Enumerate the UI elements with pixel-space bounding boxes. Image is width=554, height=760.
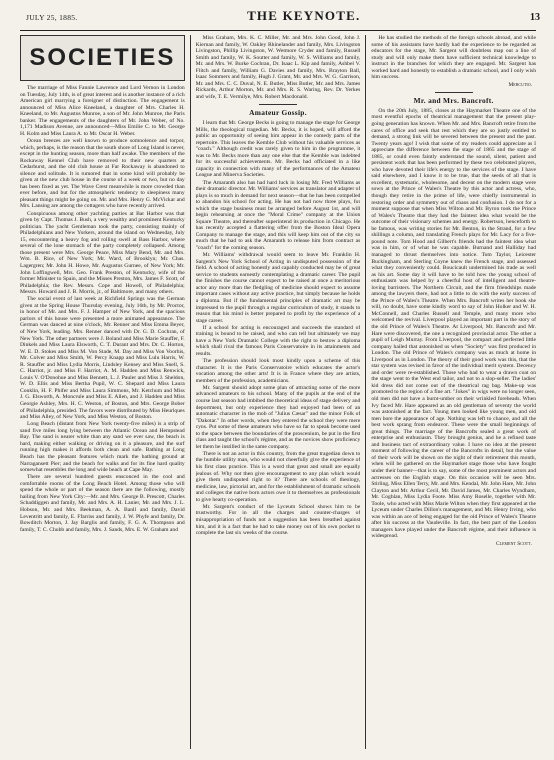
columns bbox=[20, 35, 536, 749]
article-paragraph: If a school for acting is encouraged and succeeds the standard of training is bound to be raised, and who can tell but ultimately we may have a New York Dramatic College with the right to bestow a diploma which shall rival the famous Paris Conservatoire in its attainments and results. bbox=[195, 324, 361, 357]
column-2-body bbox=[196, 35, 361, 100]
column-divider bbox=[190, 35, 191, 749]
article-paragraph: Conspicuous among other yachting parties at Bar Harbor was that given by Capt. Thomas J. Bush, a very wealthy and prominent Kentucky politician. The yacht Gentleman took the party, consisting mainly of Philadelphians and New Yorkers, around the island on Wednesday, July 15, encountering a heavy fog and rolling swell at Bass Harbor, where several of the lone stomach of the party completely collapsed. Among those present were Mrs. George Peace, Miss Mary Bend, Mr. and Mrs. Wm. B. Rice, of New York; Mr. Ward, of Brooklyn; Mr. Chas. Lagergren; Mr. John H. Howe, Mr. Augustus Gurnee, of New York; Mr. John Loffingwell, Mrs. Geo. Frank Preston, of Kentucky, wife of the former Minister to Spain, and the Misses Preston, Mrs. James F. Scott, of Philadelphia; the Rev. Messrs. Cope and Howell, of Philadelphia; Messrs. Howard and J. B. Morris, jr., of Baltimore, and many others. bbox=[20, 210, 185, 296]
column-2-body-2 bbox=[196, 120, 361, 537]
signature-clement-scott: Clement Scott. bbox=[496, 541, 532, 548]
article-paragraph: There is not an actor in this country, from the great tragedian down to the humble utility man, who would not cheerfully give the experience of his first class practice. This is a word that great and small are equally jealous of. Why not then give encouragement to any plan which would give them undisputed right to it? There are schools of theology, medicine, law, pictorial art, and for the establishment of dramatic schools and colleges the native born actors owe it to themselves as professionals to give hearty co-operation. bbox=[195, 450, 361, 503]
column-3-body-2 bbox=[371, 108, 536, 540]
column-2 bbox=[196, 35, 361, 749]
societies-banner: SOCIETIES bbox=[20, 35, 185, 81]
page-number: 13 bbox=[529, 12, 540, 23]
bancroft-heading: Mr. and Mrs. Bancroft. bbox=[413, 96, 494, 106]
article-paragraph: Ocean breezes are well known to produce somnolence and torpor, which, perhaps, is the reason that the south shore of Long Island is never, except in the hunting season, more than half awake. The members of the Rockaway Kennel Club have removed to their new quarters at Cedarhurst, and the old club house at Far Rockaway is abandoned to silence and solitude. It is rumored that in some kind will probably be given at the new club house in the course of a week or two, but no day has been fixed as yet. The Wave Crest meanwhile is more crowded than ever before, and but for the atmospheric tendency to sleepiness many pleasant things might be going on. Mr. and Mrs. Henry G. McVickar and Mrs. Lansing are among the cottagers who have recently arrived. bbox=[20, 137, 185, 210]
article-paragraph: I learn that Mr. George Becks is going to manage the stage for George Mills, the theological tragedian. Mr. Becks, it is hoped, will afford the public an opportunity of seeing him appear in the comedy parts of the repertoire. This leaves the Kemble Club without his valuable services as "coach." Although credit was rarely given to him in the programme, it was to Mr. Becks more than any one else that the Kemble was indebted for its successful achievements. Mr. Becks had officiated in a like capacity in connection with many of the performances of the Amateur League and Minerva Societies. bbox=[195, 120, 361, 179]
article-paragraph: The social event of last week at Richfield Springs was the German given at the Spring House Thursday evening, July 16th, by Mr. Proctor, in honor of Mr. and Mrs. F. J. Hamper of New York, and the spacious parlors of this house were presented a more animated appearance. The German was danced at nine o'clock, Mr. Renner and Miss Emma Beyer, of New York, leading. Mrs. Renner danced with Dr. G. D. Cochran, of New York. The other partners were J. Boland and Miss Marie Stauffer, F. Dinkels and Miss Laura Elsworth, C. T. Durant and Mrs. Dr. C. Horton, W. E. D. Stokes and Miss M. Von Stade, M. Day and Miss Von Voorhis, Mr. Colver and Miss Smith, W. Percy Knapp and Miss Lulu Harris, W. R. Stauffer and Miss Lydia Morris, Lindsley Kensey and Miss Snell, S. C. Harriot, jr. and Miss F. Harriot, A. M. Hadden and Miss Renwick, Louis V. O'Donohue and Miss Bennett, L. J. Pauler and Miss J. Sheldon, W. D. Ellis and Miss Bertha Pupil, W. C. Shepard and Miss Laura Conklin, H. F. Phifer and Miss Laura Simmons, Mr. Ketchum and Miss J. G. Elsworth, A. Moncrule and Miss E. Allen, and J. Hadden and Miss Georgie Ashley, Mrs. H. C. Weston, of Boston, and Mrs. George Bober of Philadelphia, presided. The favors were distributed by Miss Heurlques and Miss Alley, of New York, and Miss Weston, of Boston. bbox=[20, 296, 185, 421]
article-paragraph: Mr. Sargent should adopt some plan of attracting some of the more advanced amateurs to his school. Many of the pupils at the end of the course last season had imbibed the theoretical ideas of stage delivery and deportment, but only experience they had enjoyed had been of an automatic character in the mob of "Julius Cæsar" and the minor Folk of "Dakotar." In other words, when they entered the school they were mere cyns. Put some of these amateurs who have so far to speak become used to the space between the boundaries of the proscenium, be put in the first class and taught the school's régime, and as the novices show proficiency let them be instilled in the same company. bbox=[195, 384, 361, 450]
article-paragraph: The profession should look most kindly upon a scheme of this character. It is the Paris Conservatoire which educates the actor's vocation among the other arts! It is in France where they are artists, members of the profession, academicians. bbox=[195, 358, 361, 384]
column-1-body bbox=[20, 85, 185, 533]
masthead-title: THE KEYNOTE. bbox=[247, 8, 361, 23]
article-paragraph: Miss Graham, Mrs. K. C. Miller, Mr. and Mrs. John Good, John J. Kiernan and family, W. Oakley Rhinelander and family, Mrs. Livingston Livingston, Phillip Livingston, W. Wetmore Cryder and family, Russell Smith and family, W. K. Soutter and family, W. S. Williams and family, Mr. and Mrs. W. Burke Cochran, Dr. Isaac L. Kip and family, Ashbel V. Flitch and family, William G. Davies and family, Mrs. Brayton Ball, Isaac Sommers and family, Hugh J. Grant, Mr. and Mrs. W. G. Garrison, Mr. and Mrs. C. C. Duval, N. E. Butler, Miss Butler, Mr. and Mrs. James Rickards, Arthur Morton, Mr. and Mrs. R. S. Waring, Rev. Dr. Yerkes and wife, T. E. Vermilye, Mrs. Robert Macdonald. bbox=[195, 35, 361, 100]
header-rule bbox=[20, 30, 536, 31]
article-paragraph: Long Beach (distant from New York twenty-five miles) is a strip of sand five miles long lying between the Atlantic Ocean and Hempstead Bay. The sand is nearer white than any sand we ever saw, the beach is hard, making either walking or driving on it a pleasure, and the surf running high makes it affords both clean and safe. Bathing at Long Beach has the pleasant features which mark the bathing ground at Narragansett Pier; and the beach for walks and for its fine hard quality somewhat resembles the long and wide beach at Cape May. bbox=[20, 421, 185, 474]
issue-date: JULY 25, 1885. bbox=[26, 13, 78, 22]
article-paragraph: The marriage of Miss Fannie Lawrence and Lord Vernon in London on Tuesday, July 14th, is of great interest and is another instance of a rich American girl marrying a foreigner of distinction. The engagement is announced of Miss Alice Kneeland, a daughter of Mrs. Charles H. Kneeland, to Mr. Augustus Munroe, a son of Mr. John Munroe, the Paris banker. The engagements of the daughters of Mr. John Weber, of No. 1,171 Madison Avenue, are announced—Miss Emilie C. to Mr. George H. Kolm and Miss Laura A. to Mr. Oscar H. Weber. bbox=[20, 85, 185, 137]
article-paragraph: Mr. Sargent's conduct of the Lyceum School shows him to be trustworthy. For in all the charges and counter-charges of misappropriation of funds not a suggestion has been breathed against him, and it is a fact that he had to take money out of his own pocket to complete the last six weeks of the course. bbox=[195, 503, 361, 537]
article-paragraph: Mr. Williams' withdrawal would seem to leave Mr. Franklin H. Sargent's New York School of Acting in undisputed possession of the field. A school of acting honestly and capably conducted may be of great service to students earnestly contemplating a dramatic career. The pupil the finishes the course cannot expect to be raised at once a meritorious actor any more than the fledgling of medicine should expect to assume important cases without any active practice, but simply because he holds a diploma. But if the fundamental principles of dramatic art may be impressed to the pupil through a regular curriculum of study, it stands to reason that his mind is better prepared to profit by the experience of a stage career. bbox=[195, 252, 361, 324]
article-paragraph: The Amaranth also has had hard luck in losing Mr. Fred Williams as their dramatic director. Mr. Williams' services as translator and adapter of plays is so much in demand for next season—that he has been compelled to abandon his school for acting. He has not had now three plays, for which the stage business must be arranged before August 1st, and will begin rehearsing at once the "Moral Crime" company at the Union Square Theatre, and thereafter superintend its production in Chicago. He has recently accepted a flattering offer from the Boston Ideal Opera Company to manage the stage, and this will keep him out of the city so much that he had to ask the Amaranth to release him from contract as "coach" for the coming season. bbox=[195, 179, 361, 251]
column-1 bbox=[20, 35, 185, 749]
section-divider bbox=[435, 92, 473, 93]
article-paragraph: There are several hundred guests ensconced in the cool and comfortable rooms of the Long Beach Hotel. Among those who will spend the whole or part of the season there are the following, mostly hailing from New York City:—Mr. and Mrs. George B. Prescott, Charles Schaddiggen and family, Mr. and Mrs. A. H. Lanier, Mr. and Mrs. J. L. Hobson, Mr. and Mrs. Beekman, A. A. Banll and family, David Leventritt and family, E. Ffarriss and family, J. W. Phyfe and family, Dr. Bowditch Morton, J. Jay Barglis and family, F. G. A. Thompson and family, T. C. Chubb and family, Mrs. J. Sands, Mrs. E. W. Graham and bbox=[20, 474, 185, 533]
signature-mercutio: Mercutio. bbox=[508, 81, 532, 88]
column-3-body bbox=[371, 35, 536, 81]
column-3 bbox=[371, 35, 536, 749]
section-divider bbox=[259, 104, 297, 105]
article-paragraph: He has studied the methods of the foreign schools abroad, and while some of his assistants have hardly had the experience to be regarded as educators for the stage, Mr. Sargent will doubtless map out a line of study and will only make them have sufficient technical knowledge to instruct in the branches for which they are engaged. Mr. Sargent has worked hard and honestly to establish a dramatic school, and I only wish him success. bbox=[371, 35, 536, 81]
page-header bbox=[8, 8, 546, 30]
article-paragraph: On the 20th July, 1885, closes at the Haymarket Theatre one of the most eventful epochs of theatrical management that the present play-going generation has known. When Mr. and Mrs. Bancroft retire from the cares of office and seek that rest which they are so justly entitled to demand, a strong link will be severed between the present and the past. Twenty years ago! I wish that some of my readers could appreciate as I appreciate the difference between the stage of 1865 and the stage of 1885, or could even faintly understand the sound, silent, patient and persistent work that has been performed by these two celebrated players, who have devoted their life's energy to the services of the stage. I have said elsewhere, and I know it to be true, that the seeds of all that is excellent, systematic, wholesome, and decent on the modern stage were sown at the Prince of Wales's Theatre by this actor and actress, who, though they retire in the prime of life, were chiefly instrumental in restoring order and symmetry out of chaos and confusion. I do not for a moment suppose that when Miss Wilton and Mr. Byron took the Prince of Wales's Theatre that they had the faintest idea what would be the outcome of their visionary schemes and energy. Robertson, henceforth to be famous, was writing stories for Mr. Benton, in the Strand, for a few shillings a column, and translating French plays for Mr. Lacy for a five-pound note. Tom Hood and Gilbert's friends had the faintest idea what was in him, or of what he was capable. Burnand and Halliday had managed to thrust themselves into notice. Tom Taylor, Leicester Buckingham, and Sterling Coyne knew the French stage, and assessed what they conveniently could. Boucicault undermined his trade as well as his art. Some day it will have to be told how the young school of enthusiasm was helped by a cheerful host of intelligent and theatre-loving barristers. The Northern Circuit, and the firm friendships made among the lawyers there, had not a little to do with the early success of the Prince of Wales's Theatre. When Mrs. Bancroft writes her book she will, no doubt, have some kindly word to say of John Holker and W. H. McConnell, and Charles Russell and Temple, and many more who welcomed the revival. Liverpool played an important part in the story of the old Prince of Wales's Theatre. At Liverpool, Mr. Bancroft and Mr. Hare were discovered, the one a recognized provincial actor. The other a pupil of Leigh Murray. From Liverpool, the compact and perfected little company hailed that astonished us when "Society" was first produced in London. The old Prince of Wales's company was as much at home in Liverpool as in London. The theory of their good work was this, that the star system was revised in favor of the individual merit system. Decency and order were re-established. Those who had to wear a drawn coat on the stage went to the West end tailor, and not to a slop-seller. The ladies' kid dress did not come out of the theatrical rag bag. Make-up was promoted to the region of a fine art. "Jokes" in wigs were no longer seen, old men did not have a burnt-umber on their wrinkled foreheads. When Ivy faced Mr. Hare appeared as an old gentleman of seventy the world was astonished at the fact. Young men looked like young men, and old men bore the appearance of age. Nothing was left to chance, and all the best work sprang from endeavor. These were the small beginnings of great things. The marriage of the Bancrofts sealed a great work of enterprise and enthusiasm. They brought genius, and he a refined taste and business tact of extraordinary value. I have no idea at the present moment of following the career of the Bancrofts in detail, but the value of their work will be shown on the night of their retirement this month, when will be gathered on the Haymarket stage those who have fought under their banner—that is to say, some of the most prominent actors and actresses on the English stage. On this occasion will be seen Mrs. Stirling, Miss Ellen Terry, Mr. and Mrs. Kendal, Mr. John Hare, Mr. John Clayton and Mr. Arthur Cecil, Mr. David James, Mr. Charles Wyndham, Mr. Coghlan, Miss Lydia Foote. Miss Amy Roselle, together with Mr. Toole, who acted with Miss Marie Wilton when they first appeared at the Lyceum under Charles Dillon's management, and Mr. Henry Irving, who was within an ace of being engaged for the old Prince of Wales's Theatre after his success at the Vaudeville. In fact, the best part of the London managers have played under the Bancroft régime, and their influence is widespread. bbox=[371, 107, 536, 540]
amateur-gossip-heading: Amateur Gossip. bbox=[249, 108, 307, 118]
column-divider bbox=[365, 35, 366, 749]
